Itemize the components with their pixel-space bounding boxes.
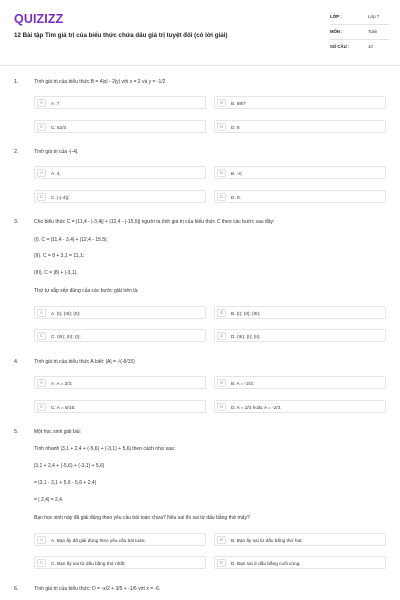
option-d[interactable] [214,190,386,203]
option-b[interactable] [214,376,386,389]
option-c[interactable] [34,190,206,203]
question-number: 6. [14,586,19,592]
option-letter: D [217,559,226,567]
option-letter: A [37,379,46,387]
option-a[interactable] [34,306,206,319]
option-letter: B [217,536,226,544]
option-letter: D [217,403,226,411]
option-letter: A [37,536,46,544]
option-text: C. (III); (II); (I); [51,333,81,339]
option-letter: D [217,123,226,131]
option-d[interactable] [214,400,386,413]
option-text: B. A = -2/3; [231,380,255,386]
option-letter: C [37,332,46,340]
option-text: D. Bạn sai ở dấu bằng cuối cùng. [231,560,301,566]
option-letter: B [217,309,226,317]
option-letter: A [37,99,46,107]
question-text: Cho biểu thức C = |11,4 - |-3,4|| + |12,4 - |-15,5|| người ta tính giá trị của biểu thức C theo các bước sau đây: [34,219,275,225]
worksheet-meta [330,10,390,55]
question-number: 1. [14,79,19,85]
solution-step: (III). C = |8| + |-3,1|. [34,270,78,276]
option-text: A. A = 2/3; [51,380,73,386]
option-text: A. (I); (III); (II); [51,310,81,316]
question-prompt: Thứ tự sắp xếp đúng của các bước giải trên là: [34,288,139,294]
option-letter: B [217,169,226,177]
option-c[interactable] [34,400,206,413]
option-text: C. |-(-4)|; [51,194,70,200]
option-text: D. (III); (I); (II). [231,333,261,339]
option-text: A. Bạn ấy đã giải đúng theo yêu cầu bài toán; [51,537,146,543]
option-c[interactable] [34,120,206,133]
option-text: C. 52/3 [51,124,67,130]
option-b[interactable] [214,96,386,109]
option-b[interactable] [214,533,386,546]
option-text: B. -4; [231,170,243,176]
meta-value: Lớp 7 [368,14,380,19]
option-a[interactable] [34,376,206,389]
question-text: Tính giá trị của biểu thức B = 4|x| - 2|y| với x = 2 và y = -1/2 [34,79,166,85]
option-b[interactable] [214,166,386,179]
option-a[interactable] [34,533,206,546]
worksheet-title: 12 Bài tập Tìm giá trị của biểu thức chứa dấu giá trị tuyệt đối (có lời giải) [14,32,228,39]
meta-label: MÔN : [330,29,343,34]
quizizz-logo: QUIZIZZ [14,12,64,26]
option-d[interactable] [214,120,386,133]
meta-label: LỚP : [330,14,342,19]
solution-step: (I). C = |11,4 - 3,4| + |12,4 - 15,5|; [34,237,108,243]
option-d[interactable] [214,556,386,569]
option-text: C. Bạn ấy sai từ dấu bằng thứ nhất; [51,560,126,566]
option-letter: A [37,169,46,177]
option-b[interactable] [214,306,386,319]
option-letter: C [37,559,46,567]
meta-row-class [330,10,390,25]
option-c[interactable] [34,329,206,342]
question-number: 2. [14,149,19,155]
option-text: B. Bạn ấy sai từ dấu bằng thứ hai; [231,537,303,543]
meta-value: 10 [368,44,373,49]
question-number: 3. [14,219,19,225]
question-text: Tính giá trị của -|-4|. [34,149,79,155]
solution-step: = | 2,4| = 2,4. [34,497,64,503]
option-c[interactable] [34,556,206,569]
option-letter: C [37,123,46,131]
meta-value: Toán [368,29,378,34]
option-letter: C [37,403,46,411]
question-number: 5. [14,429,19,435]
option-letter: A [37,309,46,317]
question-text: Tính giá trị của biểu thức: D = -x/2 + 3/5 + -1/6 với x = -6. [34,586,161,592]
solution-step: Tính nhanh |3,1 + 2,4 + (-5,6) + (-3,1) + 5,6| theo cách như sau: [34,446,176,452]
solution-step: = |3,1 - 3,1 + 5,6 - 5,6 + 2,4| [34,480,96,486]
option-letter: D [217,193,226,201]
option-letter: B [217,379,226,387]
meta-row-question-count [330,40,390,55]
solution-step: (II). C = 8 + 3,1 = 11,1; [34,253,85,259]
option-text: D. 0. [231,194,241,200]
option-letter: C [37,193,46,201]
option-text: D. 8 [231,124,240,130]
option-letter: B [217,99,226,107]
option-d[interactable] [214,329,386,342]
option-text: A. 7 [51,100,60,106]
meta-label: SỐ CÂU : [330,44,350,49]
option-text: B. (I); (II); (III); [231,310,261,316]
question-number: 4. [14,359,19,365]
question-text: Một học sinh giải bài: [34,429,81,435]
option-letter: D [217,332,226,340]
meta-row-subject [330,25,390,40]
option-text: A. 4; [51,170,61,176]
question-prompt: Bạn học sinh này đã giải đúng theo yêu cầu bài toán chưa? Nếu sai thì sai từ dấu bằng thứ mấy? [34,515,250,521]
question-text: Tính giá trị của biểu thức A biết: |A| = √(-8/15) [34,359,135,365]
option-text: C. A = 8/15; [51,404,76,410]
solution-step: |3,1 + 2,4 + (-5,6) + (-3,1) + 5,6| [34,463,105,469]
worksheet-header [0,0,400,66]
option-text: D. A = 2/3 hoặc A = -2/3. [231,404,282,410]
option-a[interactable] [34,96,206,109]
option-a[interactable] [34,166,206,179]
option-text: B. 69/7 [231,100,246,106]
